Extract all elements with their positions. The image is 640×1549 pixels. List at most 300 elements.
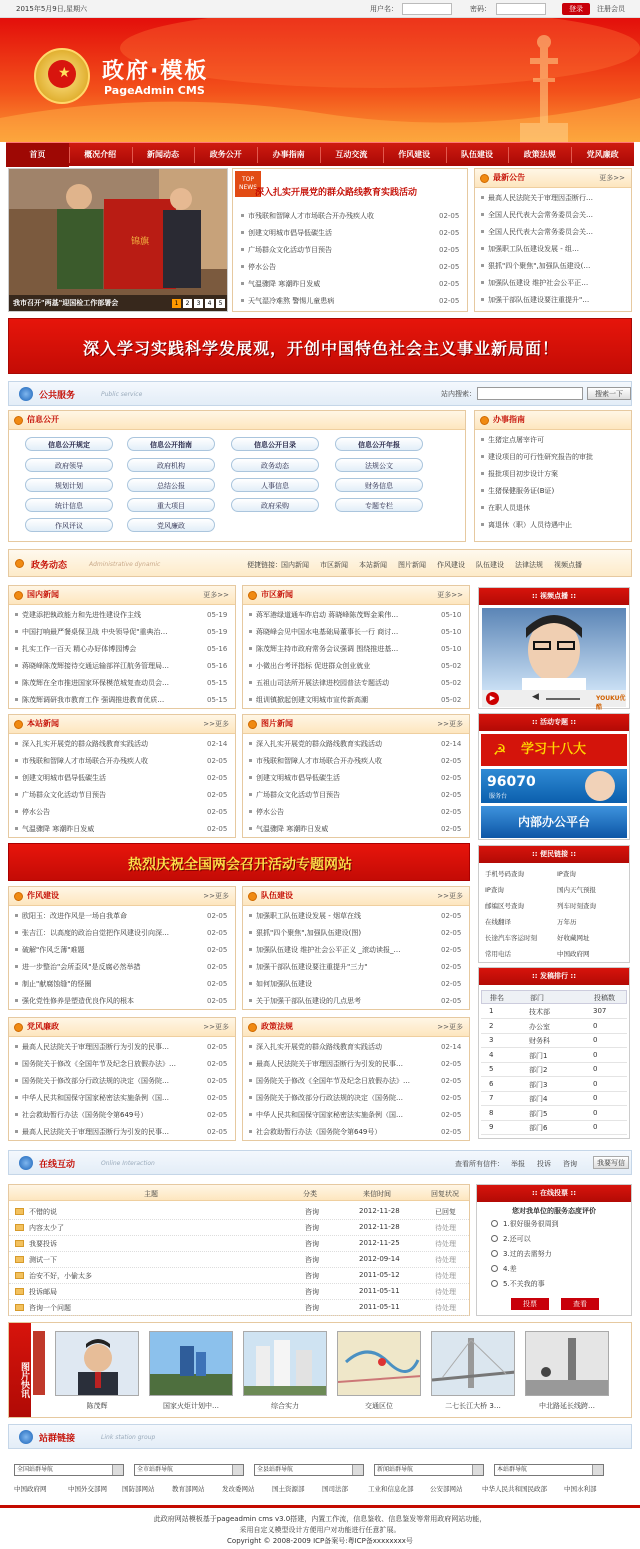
bullet-icon: [249, 999, 252, 1002]
news-item-date: 02-05: [207, 808, 228, 816]
news-item[interactable]: [249, 676, 435, 691]
notice-item-text: 狠抓"四个聚焦",加强队伍建设(…: [488, 262, 591, 270]
letter-status: 待处理: [435, 1224, 456, 1232]
news-item[interactable]: [249, 994, 435, 1009]
nav-item[interactable]: 概况介绍: [84, 150, 117, 159]
news-column-box: [242, 585, 470, 709]
news-item[interactable]: [249, 788, 435, 803]
nav-item[interactable]: 首页: [6, 143, 69, 167]
bullet-icon: [15, 1045, 18, 1048]
letter-date: 2011-05-11: [359, 1287, 400, 1295]
photo-thumbnail[interactable]: [55, 1331, 139, 1396]
info-category-link[interactable]: 政务动态: [231, 458, 319, 472]
photo-thumbnail[interactable]: [431, 1331, 515, 1396]
news-item[interactable]: [15, 754, 201, 769]
letter-row[interactable]: [9, 1220, 469, 1236]
site-link[interactable]: 公安部网站: [430, 1485, 463, 1493]
quick-link[interactable]: 队伍建设: [476, 561, 504, 569]
bullet-icon: [249, 810, 252, 813]
news-item[interactable]: [249, 737, 435, 752]
public-service-title: 公共服务: [39, 391, 76, 401]
news-item[interactable]: [15, 977, 201, 992]
letter-date: 2011-05-12: [359, 1271, 400, 1279]
info-category-link[interactable]: 党风廉政: [127, 518, 215, 532]
site-group-select[interactable]: 新闻站群导航: [374, 1464, 484, 1476]
news-item[interactable]: [15, 771, 201, 786]
bullet-icon: [249, 759, 252, 762]
photo-thumbnail[interactable]: [337, 1331, 421, 1396]
notice-item[interactable]: [481, 191, 627, 206]
guide-item[interactable]: [481, 484, 627, 499]
emblem-icon: ★: [34, 48, 90, 104]
news-item[interactable]: [249, 608, 435, 623]
letter-row[interactable]: [9, 1268, 469, 1284]
bullet-icon: [15, 759, 18, 762]
convenience-link[interactable]: 好收藏网址: [557, 934, 590, 942]
news-item[interactable]: [15, 1091, 201, 1106]
notice-more-link[interactable]: 更多>>: [599, 174, 625, 182]
poll-radio[interactable]: [491, 1265, 498, 1272]
info-open-header: [9, 411, 465, 430]
slider-page-button[interactable]: 2: [183, 299, 192, 308]
news-column-more-link[interactable]: >>更多: [203, 1023, 229, 1031]
news-item[interactable]: [15, 926, 201, 941]
news-item[interactable]: [249, 754, 435, 769]
slider-page-button[interactable]: 1: [172, 299, 181, 308]
play-icon[interactable]: ▶: [486, 692, 499, 705]
letter-category: 咨询: [305, 1240, 319, 1248]
letter-row[interactable]: [9, 1300, 469, 1316]
col-subject: 主题: [144, 1190, 158, 1198]
poll-option[interactable]: [491, 1233, 627, 1246]
notice-item-text: 加强干部队伍建设要注重提升"…: [488, 296, 590, 304]
site-link[interactable]: 发改委网站: [222, 1485, 255, 1493]
news-column-more-link[interactable]: >>更多: [203, 892, 229, 900]
news-item-text: 最高人民法院关于审理因歪断行为引发的民事…: [22, 1043, 169, 1051]
convenience-link[interactable]: 列车时刻查询: [557, 902, 596, 910]
site-link[interactable]: 中国水利部: [564, 1485, 597, 1493]
site-link[interactable]: 中国外交部网: [68, 1485, 107, 1493]
news-item-text: 中华人民共和国保守国家秘密法实施条例（国…: [256, 1111, 403, 1119]
headline-item[interactable]: [241, 260, 431, 275]
guide-item-text: 离退休（职）人员待遇中止: [488, 521, 572, 529]
news-column-more-link[interactable]: >>更多: [203, 720, 229, 728]
ranking-cell: 9: [489, 1123, 494, 1131]
ranking-cell: 部门4: [529, 1095, 548, 1103]
bullet-icon: [249, 664, 252, 667]
news-item[interactable]: [15, 960, 201, 975]
nav-item[interactable]: 政策法规: [523, 150, 556, 159]
notice-item[interactable]: [481, 259, 627, 274]
letter-table-header: [9, 1185, 469, 1201]
poll-option-label: 3.过的去需努力: [503, 1250, 552, 1258]
notice-panel: [474, 168, 632, 312]
news-item[interactable]: [15, 909, 201, 924]
info-category-link[interactable]: 作风评议: [25, 518, 113, 532]
quick-link[interactable]: 图片新闻: [398, 561, 426, 569]
site-link[interactable]: 国司法部: [322, 1485, 348, 1493]
convenience-link[interactable]: 中国政府网: [557, 950, 590, 958]
news-item[interactable]: [15, 1074, 201, 1089]
poll-option[interactable]: [491, 1278, 627, 1291]
quick-link[interactable]: 视频点播: [554, 561, 582, 569]
news-item-date: 02-05: [207, 997, 228, 1005]
bullet-icon: [15, 742, 18, 745]
news-item[interactable]: [249, 659, 435, 674]
info-category-link[interactable]: 规划计划: [25, 478, 113, 492]
news-item[interactable]: [249, 1040, 435, 1055]
site-group-select[interactable]: 全县站群导航: [254, 1464, 364, 1476]
write-letter-button[interactable]: 我要写信: [593, 1156, 629, 1169]
news-item[interactable]: [15, 1040, 201, 1055]
info-category-header[interactable]: 信息公开指南: [127, 437, 215, 451]
news-item-date: 05-10: [441, 611, 462, 619]
news-item-date: 02-05: [441, 757, 462, 765]
poll-radio[interactable]: [491, 1250, 498, 1257]
news-column-more-link[interactable]: >>更多: [437, 1023, 463, 1031]
news-item-date: 02-05: [441, 963, 462, 971]
news-item[interactable]: [249, 1057, 435, 1072]
quick-link[interactable]: 市区新闻: [320, 561, 348, 569]
news-item[interactable]: [15, 943, 201, 958]
news-item-text: 最高人民法院关于审理因歪断行为引发的民事…: [256, 1060, 403, 1068]
bullet-icon: [15, 613, 18, 616]
news-item[interactable]: [249, 1074, 435, 1089]
interact-icon: [19, 1156, 33, 1170]
bullet-icon: [481, 438, 484, 441]
letter-subject: 投诉邮局: [29, 1288, 57, 1296]
news-item[interactable]: [15, 608, 201, 623]
news-slider[interactable]: [8, 168, 228, 312]
guide-item[interactable]: [481, 433, 627, 448]
notice-item[interactable]: [481, 208, 627, 223]
news-item-text: 强化党性修养是塑造优良作风的根本: [22, 997, 134, 1005]
nav-item[interactable]: 互动交流: [335, 150, 368, 159]
bullet-icon: [249, 793, 252, 796]
slider-page-button[interactable]: 5: [216, 299, 225, 308]
register-link[interactable]: 注册会员: [597, 5, 625, 13]
info-category-link[interactable]: 人事信息: [231, 478, 319, 492]
view-results-button[interactable]: 查看: [561, 1298, 599, 1310]
notice-item[interactable]: [481, 276, 627, 291]
site-link[interactable]: 国防部网站: [122, 1485, 155, 1493]
nav-item[interactable]: 作风建设: [398, 150, 431, 159]
news-item-text: 蒋军港绿道通车昨启动 蒋晓峰陈茂辉金乘伟…: [256, 611, 399, 619]
convenience-link[interactable]: IP查询: [485, 886, 504, 894]
guide-item[interactable]: [481, 501, 627, 516]
news-item-date: 02-05: [207, 757, 228, 765]
headline-item[interactable]: [241, 209, 431, 224]
convenience-link[interactable]: IP查询: [557, 870, 576, 878]
volume-icon[interactable]: ◀: [532, 692, 539, 702]
news-column-more-link[interactable]: 更多>>: [203, 591, 229, 599]
photo-thumbnail[interactable]: [243, 1331, 327, 1396]
guide-panel: [474, 410, 632, 542]
quick-link[interactable]: 作风建设: [437, 561, 465, 569]
news-item-text: 创建文明城市倡导低碳生活: [22, 774, 106, 782]
slider-pagination: [170, 298, 225, 308]
site-link[interactable]: 教育部网站: [172, 1485, 205, 1493]
site-group-select[interactable]: 本站群导航: [494, 1464, 604, 1476]
news-item[interactable]: [15, 625, 201, 640]
news-item[interactable]: [15, 788, 201, 803]
col-date: 来信时间: [363, 1190, 391, 1198]
search-button[interactable]: 搜索一下: [587, 387, 631, 400]
office-platform-banner[interactable]: 内部办公平台: [481, 806, 627, 838]
news-item[interactable]: [249, 822, 435, 837]
news-item-text: 蒋晓峰陈茂辉接待交通运输部祥江航务管理局…: [22, 662, 169, 670]
news-item[interactable]: [249, 625, 435, 640]
hotline-sub: 服务台: [489, 793, 508, 800]
news-item[interactable]: [15, 676, 201, 691]
headline-title[interactable]: 深入扎实开展党的群众路线教育实践活动: [255, 188, 418, 198]
site-link[interactable]: 中华人民共和国民政部: [482, 1485, 547, 1493]
news-item-text: 五祖山司法所开展法律进校园普法专题活动: [256, 679, 389, 687]
info-category-link[interactable]: 统计信息: [25, 498, 113, 512]
news-item[interactable]: [249, 1125, 435, 1140]
video-player[interactable]: [482, 608, 626, 690]
slider-page-button[interactable]: 3: [194, 299, 203, 308]
letter-row[interactable]: [9, 1204, 469, 1220]
news-item-date: 02-05: [441, 1077, 462, 1085]
info-open-icon: [14, 416, 23, 425]
news-item-text: 党建添把執政能力和先进性建设作主线: [22, 611, 141, 619]
info-category-link[interactable]: 总结公报: [127, 478, 215, 492]
news-column-header: [9, 1018, 235, 1037]
bullet-icon: [15, 999, 18, 1002]
login-button[interactable]: 登录: [562, 3, 590, 15]
site-group-select[interactable]: 全市站群导航: [134, 1464, 244, 1476]
news-item[interactable]: [15, 1108, 201, 1123]
notice-item[interactable]: [481, 242, 627, 257]
poll-radio[interactable]: [491, 1220, 498, 1227]
nav-item[interactable]: 新闻动态: [146, 150, 179, 159]
hotline-banner[interactable]: [481, 769, 627, 803]
site-group-en: Link station group: [101, 1434, 156, 1441]
news-item-text: 如何加强队伍建设: [256, 980, 312, 988]
news-item[interactable]: [15, 1057, 201, 1072]
news-item[interactable]: [15, 994, 201, 1009]
site-group-bar: [8, 1424, 632, 1449]
news-item-text: 关于加强干部队伍建设的几点思考: [256, 997, 361, 1005]
convenience-link[interactable]: 手机号码查询: [485, 870, 524, 878]
news-item[interactable]: [249, 642, 435, 657]
letter-subject: 治安不好，小偷太多: [29, 1272, 92, 1280]
photo-caption[interactable]: 中北路延长线跨…: [539, 1402, 595, 1410]
site-link[interactable]: 国土资源部: [272, 1485, 305, 1493]
guide-item[interactable]: [481, 467, 627, 482]
news-item-text: 中国打响最严餐桌保卫战 中央领导促"重典治…: [22, 628, 168, 636]
poll-radio[interactable]: [491, 1235, 498, 1242]
news-item[interactable]: [15, 1125, 201, 1140]
letter-row[interactable]: [9, 1252, 469, 1268]
poll-question: 您对我单位的服务态度评价: [512, 1207, 596, 1215]
news-column-header: [243, 715, 469, 734]
photo-image: [432, 1332, 515, 1396]
news-item-text: 国务院关于修改部分行政法规的决定（国务院…: [256, 1094, 403, 1102]
info-category-header[interactable]: 信息公开目录: [231, 437, 319, 451]
news-column-more-link[interactable]: 更多>>: [437, 591, 463, 599]
letter-category: 咨询: [305, 1288, 319, 1296]
gov-news-title: 政务动态: [31, 561, 68, 571]
service-icon: [19, 387, 33, 401]
ranking-cell: 0: [593, 1065, 598, 1073]
news-item-date: 02-05: [207, 774, 228, 782]
news-item-date: 02-05: [441, 1060, 462, 1068]
info-category-link[interactable]: 财务信息: [335, 478, 423, 492]
ranking-cell: 3: [489, 1036, 494, 1044]
photo-caption[interactable]: 陈茂辉: [86, 1402, 108, 1410]
poll-radio[interactable]: [491, 1280, 498, 1287]
photo-caption[interactable]: 综合实力: [271, 1402, 299, 1410]
info-open-title: 信息公开: [27, 415, 59, 424]
info-category-header[interactable]: 信息公开规定: [25, 437, 113, 451]
letter-status: 已回复: [435, 1208, 456, 1216]
photo-thumbnail[interactable]: [525, 1331, 609, 1396]
nav-item[interactable]: 政务公开: [209, 150, 242, 159]
news-column-box: [242, 714, 470, 838]
news-item[interactable]: [249, 926, 435, 941]
headline-item-date: 02-05: [439, 246, 460, 254]
vote-button[interactable]: 投票: [511, 1298, 549, 1310]
photo-caption[interactable]: 国家火炬计划中…: [163, 1402, 219, 1410]
news-item[interactable]: [15, 659, 201, 674]
two-sessions-banner[interactable]: [8, 843, 470, 881]
headline-item[interactable]: [241, 226, 431, 241]
news-item-date: 02-05: [207, 980, 228, 988]
info-category-link[interactable]: 政府领导: [25, 458, 113, 472]
news-item-date: 05-02: [441, 679, 462, 687]
convenience-link[interactable]: 国内天气预报: [557, 886, 596, 894]
poll-option[interactable]: [491, 1263, 627, 1276]
photo-caption[interactable]: 交通区位: [365, 1402, 393, 1410]
convenience-link[interactable]: 万年历: [557, 918, 577, 926]
news-item-text: 欧阳玉：改进作风是一场自我革命: [22, 912, 127, 920]
nav-item[interactable]: 办事指南: [272, 150, 305, 159]
letter-row[interactable]: [9, 1236, 469, 1252]
news-item-text: 扎实工作一百天 精心办好体博园博会: [22, 645, 137, 653]
volume-slider[interactable]: [546, 698, 580, 700]
news-item[interactable]: [15, 822, 201, 837]
headline-item[interactable]: [241, 294, 431, 309]
nav-item[interactable]: 党风廉政: [586, 150, 619, 159]
news-item[interactable]: [249, 909, 435, 924]
username-input[interactable]: [402, 3, 452, 15]
news-item-text: 市残联和智障人才市场联合开办残疾人收: [256, 757, 382, 765]
quick-link[interactable]: 本站新闻: [359, 561, 387, 569]
bullet-icon: [249, 613, 252, 616]
photo-caption[interactable]: 二七长江大桥 3…: [445, 1402, 501, 1410]
banner-decoration: [0, 18, 640, 142]
news-item[interactable]: [249, 805, 435, 820]
nav-item[interactable]: 队伍建设: [460, 150, 493, 159]
news-item[interactable]: [249, 771, 435, 786]
news-item-date: 05-15: [207, 696, 228, 704]
convenience-link[interactable]: 邮编区号查询: [485, 902, 524, 910]
site-group-select[interactable]: 全国站群导航: [14, 1464, 124, 1476]
complaint-link[interactable]: 投诉: [537, 1160, 551, 1168]
site-link[interactable]: 工业和信息化部: [368, 1485, 414, 1493]
ranking-cell: 0: [593, 1123, 598, 1131]
study-18-text: 学习十八大: [521, 742, 587, 757]
bullet-icon: [15, 698, 18, 701]
news-column-title: 作风建设: [27, 891, 59, 900]
poll-option-label: 5.不关我的事: [503, 1280, 545, 1288]
poll-option[interactable]: [491, 1218, 627, 1231]
news-item[interactable]: [15, 805, 201, 820]
letter-icon: [15, 1256, 24, 1263]
info-category-link[interactable]: 政府机构: [127, 458, 215, 472]
news-column-more-link[interactable]: >>更多: [437, 892, 463, 900]
quick-link[interactable]: 国内新闻: [281, 561, 309, 569]
slider-caption: 我市召开"两基"迎国检工作部署会: [13, 299, 119, 307]
letter-category: 咨询: [305, 1304, 319, 1312]
info-category-link[interactable]: 政府采购: [231, 498, 319, 512]
info-category-link[interactable]: 重大项目: [127, 498, 215, 512]
headline-item[interactable]: [241, 277, 431, 292]
letter-status: 待处理: [435, 1272, 456, 1280]
news-item-date: 05-15: [207, 679, 228, 687]
news-item[interactable]: [249, 943, 435, 958]
headline-item[interactable]: [241, 243, 431, 258]
letter-date: 2012-09-14: [359, 1255, 400, 1263]
info-category-link[interactable]: 法规公文: [335, 458, 423, 472]
photo-thumbnail[interactable]: [149, 1331, 233, 1396]
study-banner[interactable]: [8, 318, 632, 374]
guide-item[interactable]: [481, 518, 627, 533]
news-column-icon: [248, 720, 257, 729]
search-input[interactable]: [477, 387, 583, 400]
news-column-more-link[interactable]: >>更多: [437, 720, 463, 728]
info-category-link[interactable]: 专题专栏: [335, 498, 423, 512]
news-item-text: 狠抓"四个聚焦",加强队伍建设(图): [256, 929, 362, 937]
news-item[interactable]: [15, 642, 201, 657]
site-link[interactable]: 中国政府网: [14, 1485, 47, 1493]
photo-scroll-left[interactable]: [33, 1331, 45, 1395]
bullet-icon: [249, 776, 252, 779]
consult-link[interactable]: 咨询: [563, 1160, 577, 1168]
letter-icon: [15, 1304, 24, 1311]
notice-item[interactable]: [481, 293, 627, 308]
letter-category: 咨询: [305, 1224, 319, 1232]
letter-row[interactable]: [9, 1284, 469, 1300]
news-item[interactable]: [15, 693, 201, 708]
info-category-header[interactable]: 信息公开年报: [335, 437, 423, 451]
convenience-link[interactable]: 在线翻译: [485, 918, 511, 926]
report-link[interactable]: 举报: [511, 1160, 525, 1168]
study-18-banner[interactable]: [481, 734, 627, 766]
news-item[interactable]: [249, 1108, 435, 1123]
news-item-date: 02-05: [207, 946, 228, 954]
news-item[interactable]: [249, 977, 435, 992]
convenience-link[interactable]: 常用电话: [485, 950, 511, 958]
letter-subject: 测试一下: [29, 1256, 57, 1264]
news-item[interactable]: [249, 1091, 435, 1106]
password-input[interactable]: [496, 3, 546, 15]
footer-line-3: Copyright © 2008-2009 ICP备案号:粤ICP备xxxxxxxx号: [227, 1537, 413, 1545]
poll-option[interactable]: [491, 1248, 627, 1261]
slider-page-button[interactable]: 4: [205, 299, 214, 308]
notice-item[interactable]: [481, 225, 627, 240]
notice-item-text: 全国人民代表大会常务委员会关…: [488, 228, 593, 236]
news-item[interactable]: [15, 737, 201, 752]
news-item[interactable]: [249, 960, 435, 975]
news-item-date: 02-05: [207, 1128, 228, 1136]
guide-item[interactable]: [481, 450, 627, 465]
convenience-link[interactable]: 长途汽车客运时刻: [485, 934, 537, 942]
news-item[interactable]: [249, 693, 435, 708]
quick-link[interactable]: 法律法规: [515, 561, 543, 569]
